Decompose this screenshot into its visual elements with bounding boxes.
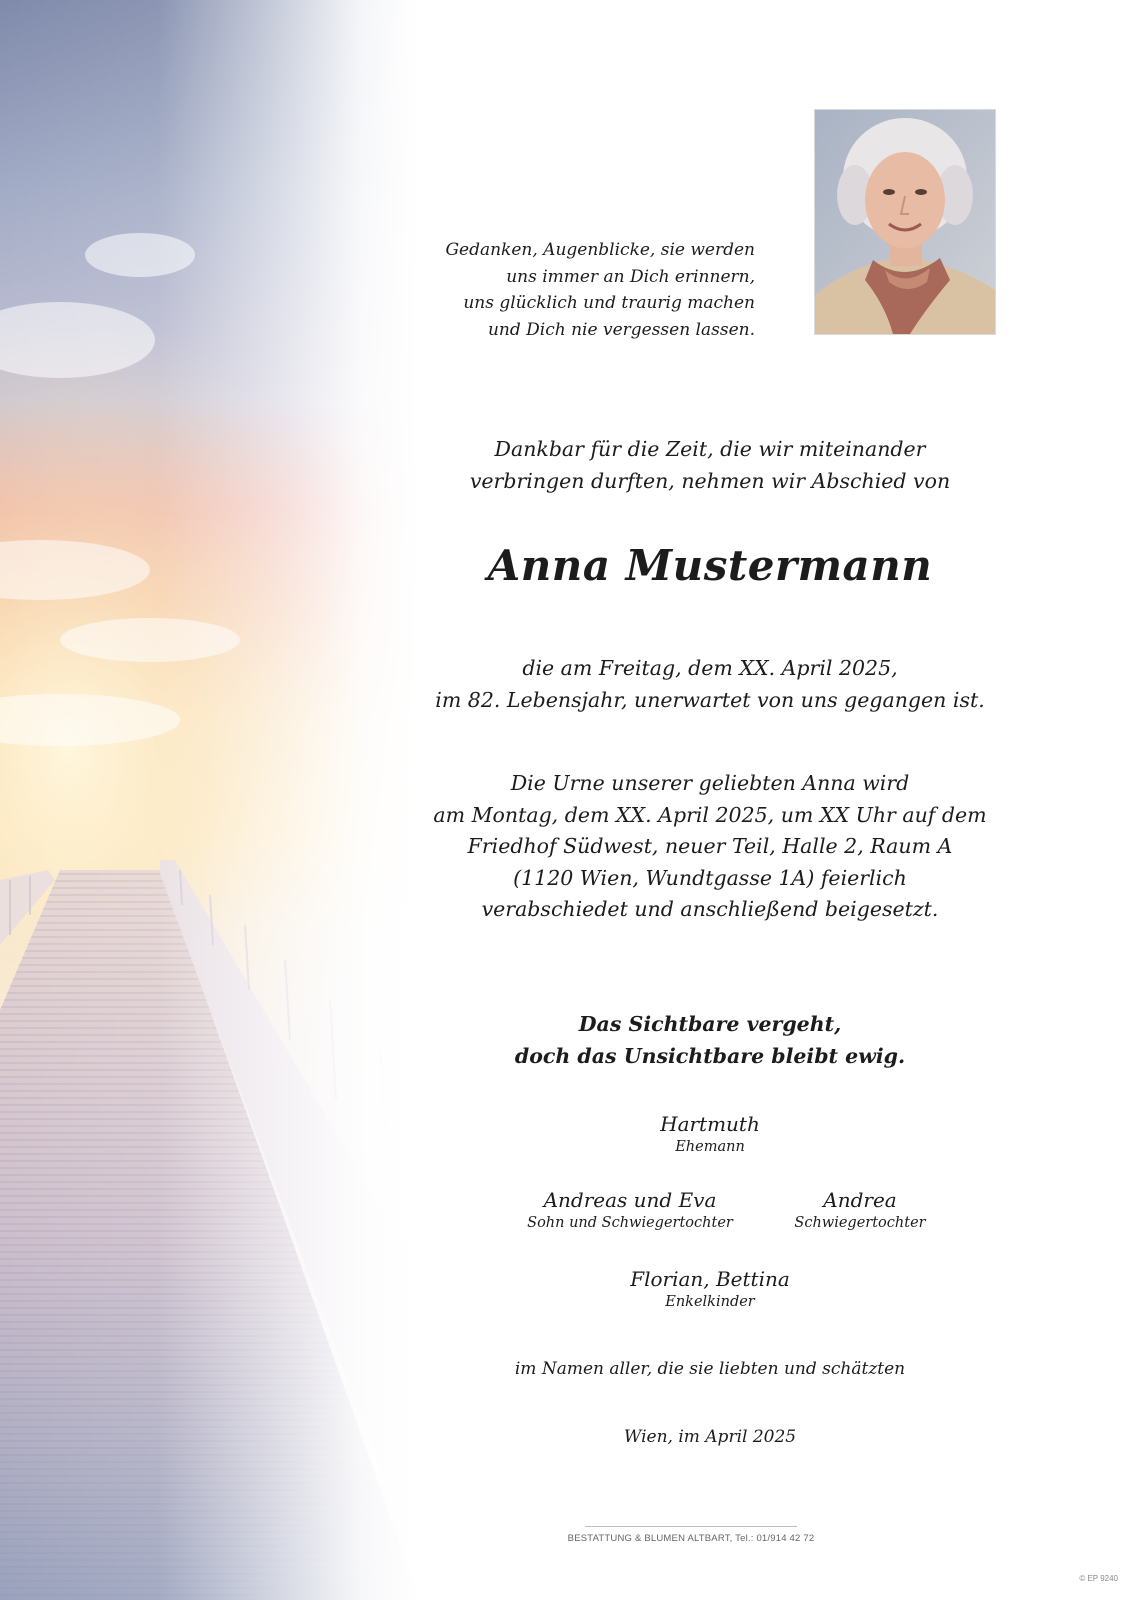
motto-line: Das Sichtbare vergeht, <box>578 1012 842 1036</box>
funeral-notice-line: (1120 Wien, Wundtgasse 1A) feierlich <box>513 865 907 890</box>
mourner-son <box>480 1187 780 1233</box>
deceased-name: Anna Mustermann <box>487 541 933 590</box>
footer-divider <box>585 1526 797 1527</box>
on-behalf-text: im Namen aller, die sie liebten und schätzten <box>514 1359 906 1379</box>
funeral-notice <box>390 768 1030 926</box>
mourner-name: Andreas und Eva <box>543 1188 717 1212</box>
funeral-notice-line: Friedhof Südwest, neuer Teil, Halle 2, Raum A <box>467 834 953 858</box>
motto <box>390 1008 1030 1072</box>
mourner-daughter-in-law <box>760 1187 960 1233</box>
portrait-photo <box>814 109 996 335</box>
mourner-relation: Schwiegertochter <box>794 1215 926 1231</box>
poem-line: und Dich nie vergessen lassen. <box>487 319 755 340</box>
portrait-image <box>815 110 995 334</box>
funeral-notice-line: verabschiedet und anschließend beigesetzt. <box>481 897 939 921</box>
funeral-home-footer: BESTATTUNG & BLUMEN ALTBART, Tel.: 01/914 42 72 <box>567 1533 815 1544</box>
motto-line: doch das Unsichtbare bleibt ewig. <box>514 1044 906 1068</box>
mourner-relation: Sohn und Schwiegertochter <box>527 1215 733 1231</box>
funeral-notice-line: am Montag, dem XX. April 2025, um XX Uhr auf dem <box>433 802 987 827</box>
intro-line: Dankbar für die Zeit, die wir miteinander <box>494 437 926 461</box>
death-notice-line: im 82. Lebensjahr, unerwartet von uns gegangen ist. <box>435 688 985 712</box>
poem-line: Gedanken, Augenblicke, sie werden <box>445 240 755 260</box>
mourner-relation: Enkelkinder <box>665 1294 755 1310</box>
poem-line: uns glücklich und traurig machen <box>463 293 755 313</box>
mourner-relation: Ehemann <box>675 1139 745 1155</box>
intro-text <box>390 433 1030 497</box>
mourner-name: Hartmuth <box>660 1112 760 1136</box>
mourner-grandchildren <box>560 1266 860 1312</box>
intro-line: verbringen durften, nehmen wir Abschied von <box>469 469 951 493</box>
form-code: © EP 9240 <box>1079 1574 1118 1583</box>
poem-line: uns immer an Dich erinnern, <box>506 266 755 287</box>
death-notice-line: die am Freitag, dem XX. April 2025, <box>522 656 898 680</box>
place-date: Wien, im April 2025 <box>623 1427 797 1447</box>
mourner-name: Andrea <box>823 1188 897 1212</box>
mourner-husband <box>560 1111 860 1157</box>
funeral-notice-line: Die Urne unserer geliebten Anna wird <box>510 771 910 795</box>
memorial-poem <box>380 237 755 343</box>
mourner-name: Florian, Bettina <box>630 1267 790 1291</box>
death-notice <box>390 652 1030 716</box>
